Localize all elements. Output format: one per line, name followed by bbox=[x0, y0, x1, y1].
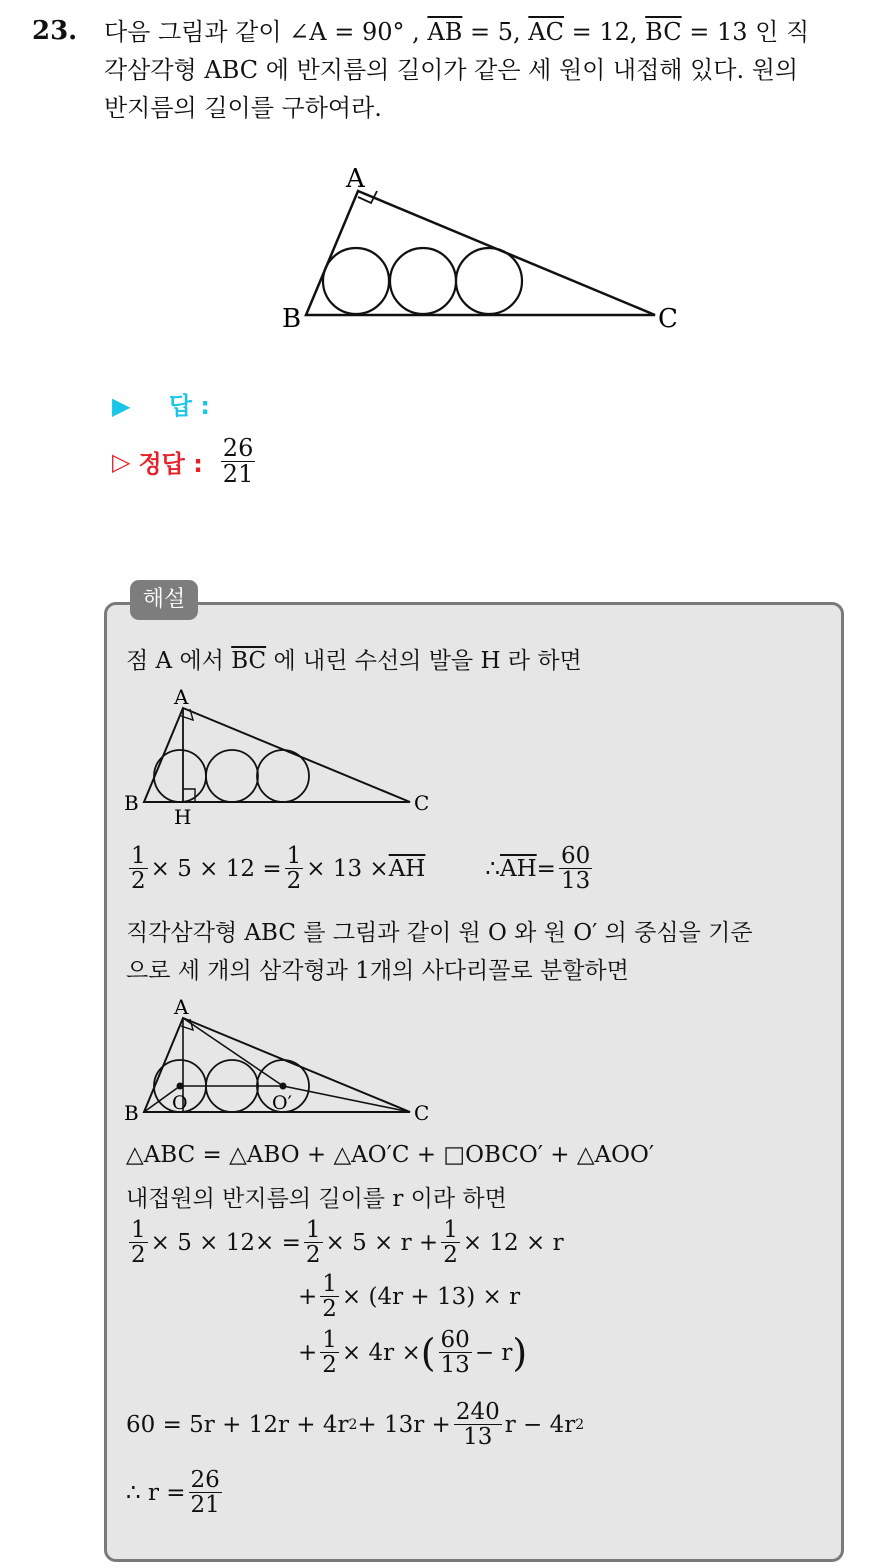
answer-arrow-icon: ▶ bbox=[112, 392, 131, 420]
svg-text:H: H bbox=[174, 805, 192, 827]
question-line-3: 반지름의 길이를 구하여라. bbox=[104, 94, 382, 122]
solution-line-4: △ABC = △ABO + △AO′C + □OBCO′ + △AOO′ bbox=[126, 1142, 655, 1168]
solution-final: ∴ r = $\frac{26}{21}$ bbox=[126, 1467, 220, 1519]
solution-eq-5: 60 = 5r + 12r + 4r 2 + 13r + $\frac{240}{13}$ r − 4r 2 bbox=[126, 1399, 585, 1451]
label-c: C bbox=[658, 304, 678, 334]
answer-label: 답 : bbox=[168, 392, 210, 420]
svg-text:B: B bbox=[124, 791, 139, 815]
solution-line-1: 점 A 에서 $\overline{BC}$ 에 내린 수선의 발을 H 라 하면 bbox=[126, 648, 582, 674]
label-a: A bbox=[346, 164, 365, 194]
svg-text:C: C bbox=[414, 1101, 430, 1125]
solution-line-2: 직각삼각형 ABC 를 그림과 같이 원 O 와 원 O′ 의 중심을 기준 bbox=[126, 920, 753, 946]
solution-eq-3: + $\frac{1}{2}$ × (4r + 13) × r bbox=[298, 1271, 521, 1323]
svg-text:O′: O′ bbox=[272, 1092, 292, 1114]
svg-text:C: C bbox=[414, 791, 430, 815]
solution-eq-4: + $\frac{1}{2}$ × 4r × ( $\frac{60}{13}$ − r ) bbox=[298, 1327, 528, 1379]
solution-line-5: 내접원의 반지름의 길이를 r 이라 하면 bbox=[126, 1186, 507, 1212]
label-b: B bbox=[282, 304, 302, 334]
solution-eq-2: $\frac{1}{2}$ × 5 × 12× = $\frac{1}{2}$ × 5 × r + $\frac{1}{2}$ × 12 × r bbox=[131, 1217, 564, 1269]
solution-eq-1: $\frac{1}{2}$ × 5 × 12 = $\frac{1}{2}$ × 13 × $\overline{AH}$ ∴ $\overline{AH}$ = $\frac{60}{13}$ bbox=[131, 843, 591, 895]
answer-row bbox=[112, 386, 210, 421]
correct-answer-row bbox=[112, 436, 258, 487]
solution-line-3: 으로 세 개의 삼각형과 1개의 사다리꼴로 분할하면 bbox=[126, 958, 629, 984]
question-line-2: 각삼각형 ABC 에 반지름의 길이가 같은 세 원이 내접해 있다. 원의 bbox=[104, 56, 799, 84]
solution-figure-1 bbox=[120, 682, 440, 827]
correct-answer-value: $\frac{26}{21}$ bbox=[222, 434, 254, 489]
triangle-figure bbox=[270, 155, 700, 345]
solution-tab: 해설 bbox=[130, 580, 198, 620]
correct-answer-label: 정답 : bbox=[138, 450, 203, 479]
svg-text:A: A bbox=[174, 995, 189, 1019]
svg-text:A: A bbox=[174, 685, 189, 709]
question-line-1: 다음 그림과 같이 ∠A = 90° , $\overline{AB} = 5$, $\overline{AC} = 12$, $\overline{BC} = 13$ 인 직 bbox=[104, 18, 810, 46]
question-number: 23. bbox=[32, 16, 78, 46]
correct-arrow-icon: ▷ bbox=[112, 447, 131, 476]
solution-figure-2 bbox=[120, 994, 440, 1129]
svg-text:B: B bbox=[124, 1101, 139, 1125]
svg-text:O: O bbox=[172, 1092, 188, 1114]
